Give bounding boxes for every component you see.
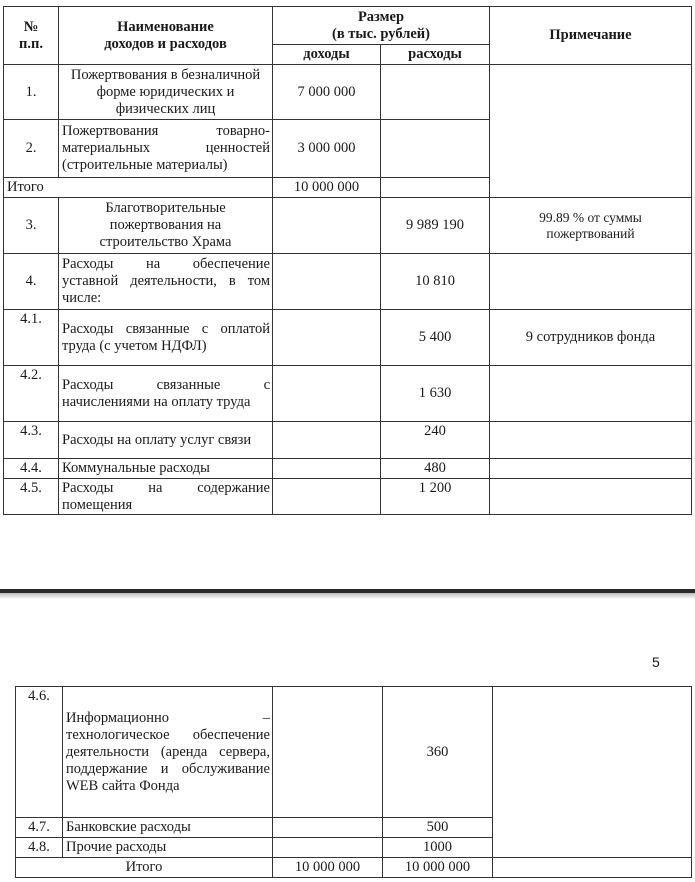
- row-num: 4.7.: [16, 818, 63, 838]
- row-income: 3 000 000: [273, 120, 381, 178]
- row-income: [273, 254, 381, 310]
- row-num: 1.: [4, 65, 59, 120]
- row-name: Прочие расходы: [63, 838, 273, 858]
- row-num: 3.: [4, 198, 59, 254]
- row-name: Расходы на оплату услуг связи: [59, 422, 273, 459]
- row-num: 4.8.: [16, 838, 63, 858]
- row-name: Итого: [16, 858, 273, 878]
- row-expense: 1000: [383, 838, 493, 858]
- row-note: [490, 254, 692, 310]
- header-num: № п.п.: [4, 7, 59, 65]
- row-num: 4.6.: [16, 687, 63, 818]
- row-expense: 1 630: [381, 366, 490, 422]
- header-note: Примечание: [490, 7, 692, 65]
- row-income: [273, 818, 383, 838]
- row-num: 4.: [4, 254, 59, 310]
- row-income: [273, 838, 383, 858]
- row-name: Итого: [4, 178, 273, 198]
- row-expense: 360: [383, 687, 493, 818]
- row-expense: 5 400: [381, 310, 490, 366]
- header-name: Наименование доходов и расходов: [59, 7, 273, 65]
- row-income: [273, 310, 381, 366]
- row-note: [490, 479, 692, 515]
- header-size: Размер (в тыс. рублей): [273, 7, 490, 45]
- table-row: [16, 858, 692, 878]
- row-note: [493, 858, 692, 878]
- row-expense: 10 810: [381, 254, 490, 310]
- row-num: 4.2.: [4, 366, 59, 422]
- row-note: 9 сотрудников фонда: [490, 310, 692, 366]
- row-note: [490, 422, 692, 459]
- finance-table-part2: [15, 686, 692, 878]
- row-name: Расходы связанные с начислениями на оплату труда: [59, 366, 273, 422]
- row-name: Расходы связанные с оплатой труда (с учетом НДФЛ): [59, 310, 273, 366]
- row-name: Расходы на содержание помещения: [59, 479, 273, 515]
- row-num: 4.4.: [4, 459, 59, 479]
- table-row: [4, 198, 692, 254]
- row-income: [273, 422, 381, 459]
- table-row: [4, 310, 692, 366]
- row-expense: 240: [381, 422, 490, 459]
- row-num: 2.: [4, 120, 59, 178]
- row-expense: 9 989 190: [381, 198, 490, 254]
- row-expense: [381, 178, 490, 198]
- row-note: [490, 459, 692, 479]
- row-expense: 500: [383, 818, 493, 838]
- page-break-shadow: [0, 593, 695, 599]
- row-name: Информационно – технологическое обеспечение деятельности (аренда сервера, поддержание и обслуживание WEB сайта Фонда: [63, 687, 273, 818]
- table-row: [4, 459, 692, 479]
- row-expense: 10 000 000: [383, 858, 493, 878]
- row-income: [273, 479, 381, 515]
- row-name: Пожертвования в безналичной форме юридических и физических лиц: [59, 65, 273, 120]
- table-row: [4, 65, 692, 120]
- header-income: доходы: [273, 45, 381, 65]
- row-num: 4.5.: [4, 479, 59, 515]
- row-income: 10 000 000: [273, 178, 381, 198]
- row-expense: 480: [381, 459, 490, 479]
- table-row: [4, 366, 692, 422]
- row-income: 10 000 000: [273, 858, 383, 878]
- row-name: Расходы на обеспечение уставной деятельности, в том числе:: [59, 254, 273, 310]
- row-income: 7 000 000: [273, 65, 381, 120]
- row-note: [493, 687, 692, 858]
- header-expense: расходы: [381, 45, 490, 65]
- table-row: [4, 479, 692, 515]
- row-name: Пожертвования товарно-материальных ценностей (строительные материалы): [59, 120, 273, 178]
- table-row: [4, 254, 692, 310]
- row-name: Благотворительные пожертвования на строительство Храма: [59, 198, 273, 254]
- table-row: [16, 687, 692, 818]
- row-name: Коммунальные расходы: [59, 459, 273, 479]
- row-income: [273, 366, 381, 422]
- row-num: 4.1.: [4, 310, 59, 366]
- table-row: [4, 422, 692, 459]
- row-expense: [381, 65, 490, 120]
- row-expense: [381, 120, 490, 178]
- row-note: 99.89 % от суммы пожертвований: [490, 198, 692, 254]
- row-note: [490, 65, 692, 198]
- page-number: 5: [652, 654, 660, 670]
- row-income: [273, 459, 381, 479]
- row-num: 4.3.: [4, 422, 59, 459]
- finance-table-part1: [3, 6, 692, 515]
- row-note: [490, 366, 692, 422]
- row-name: Банковские расходы: [63, 818, 273, 838]
- row-expense: 1 200: [381, 479, 490, 515]
- row-income: [273, 198, 381, 254]
- row-income: [273, 687, 383, 818]
